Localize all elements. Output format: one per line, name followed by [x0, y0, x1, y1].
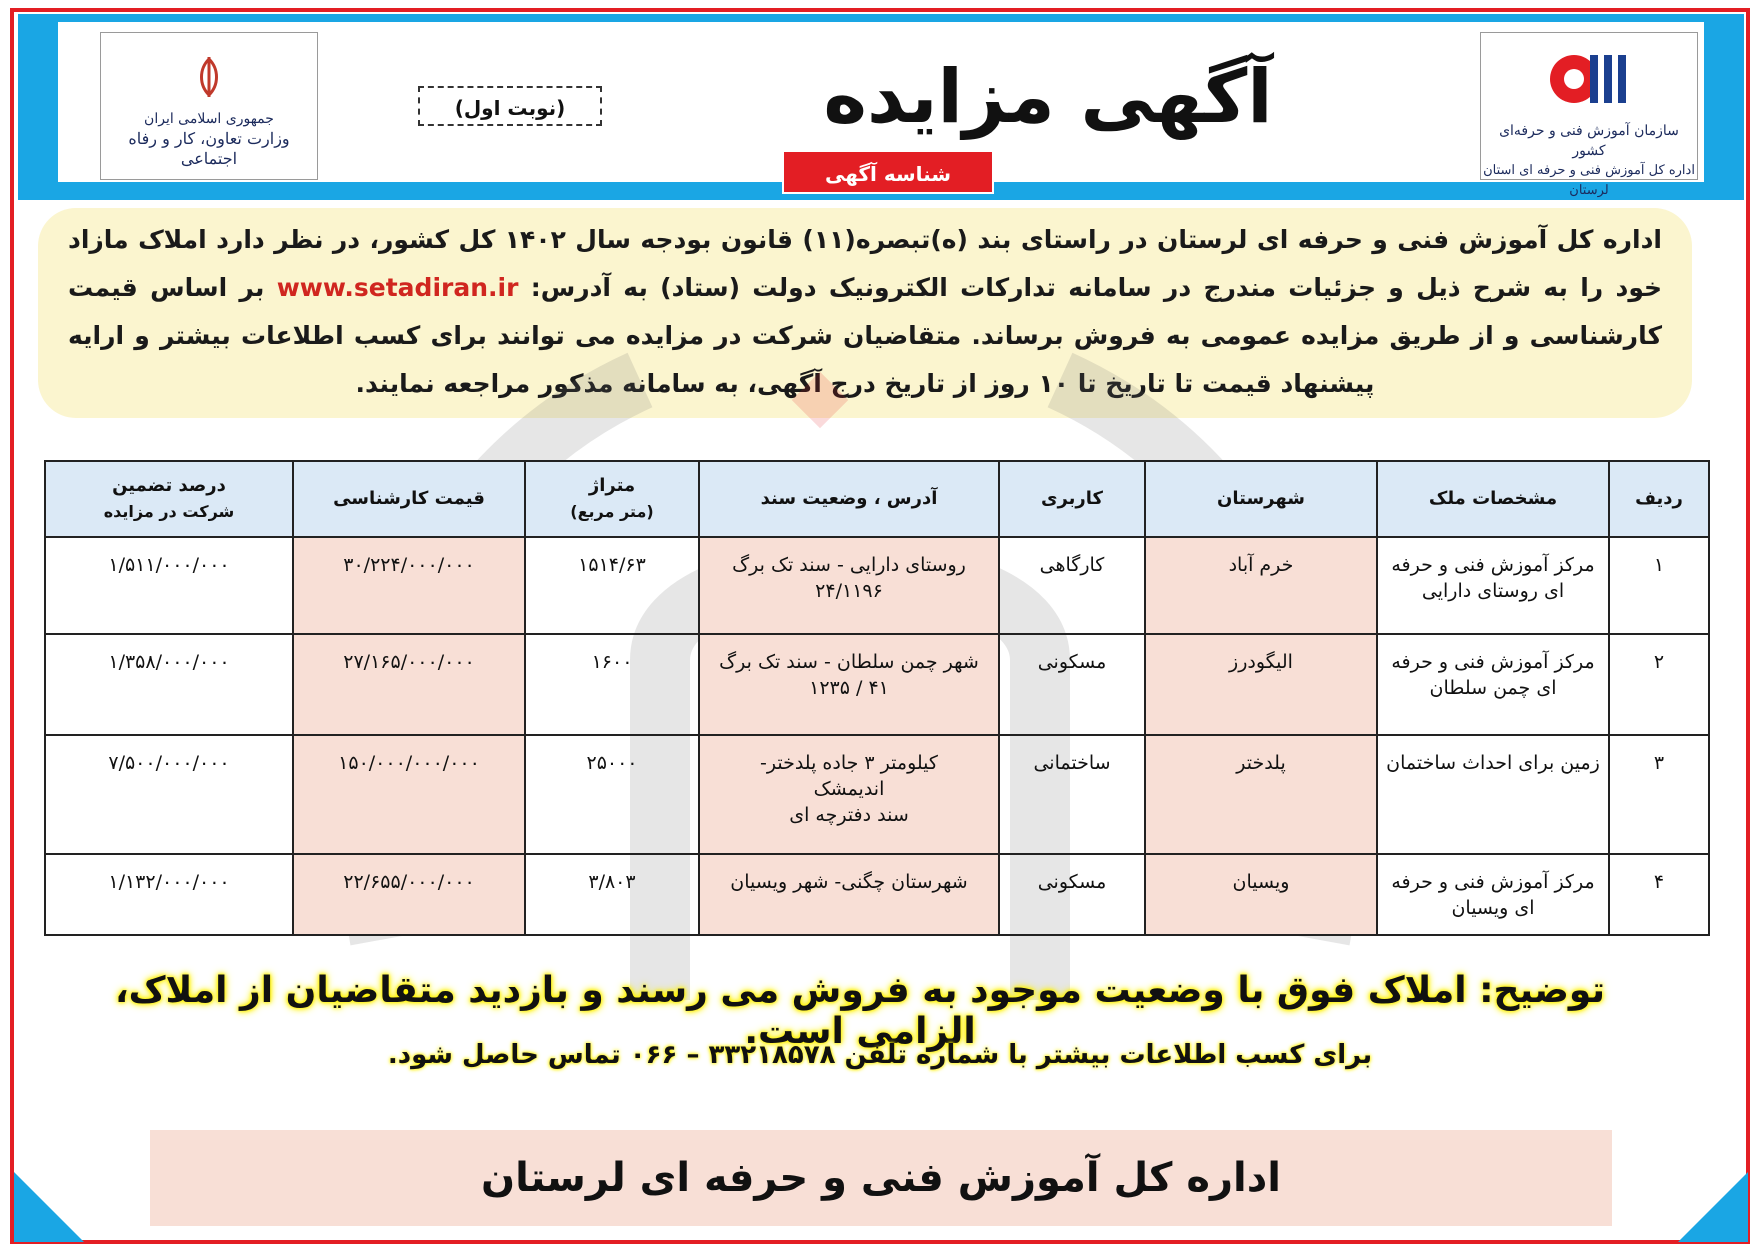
cell-property: مرکز آموزش فنی و حرفه ای ویسیان — [1377, 854, 1609, 935]
header-row-number: ردیف — [1609, 461, 1709, 537]
cell-deposit: ۷/۵۰۰/۰۰۰/۰۰۰ — [45, 735, 293, 854]
footer-org: اداره کل آموزش فنی و حرفه ای لرستان — [150, 1130, 1612, 1226]
header-area — [525, 461, 699, 537]
cell-area: ۱۶۰۰ — [525, 634, 699, 735]
cell-deposit: ۱/۵۱۱/۰۰۰/۰۰۰ — [45, 537, 293, 634]
cell-property: مرکز آموزش فنی و حرفه ای روستای دارایی — [1377, 537, 1609, 634]
header-property: مشخصات ملک — [1377, 461, 1609, 537]
header-area-unit: (متر مربع) — [570, 502, 654, 521]
cell-area: ۲۵۰۰۰ — [525, 735, 699, 854]
cell-address — [699, 634, 999, 735]
tvto-logo-line1: سازمان آموزش فنی و حرفه‌ای کشور — [1499, 123, 1679, 159]
cell-row-number: ۴ — [1609, 854, 1709, 935]
cell-usage: مسکونی — [999, 634, 1145, 735]
tvto-logo — [1480, 32, 1698, 198]
cell-price: ۳۰/۲۲۴/۰۰۰/۰۰۰ — [293, 537, 525, 634]
ministry-logo-line2: وزارت تعاون، کار و رفاه اجتماعی — [128, 129, 290, 168]
header-deposit — [45, 461, 293, 537]
cell-address-line1: شهرستان چگنی- شهر ویسیان — [730, 871, 968, 894]
corner-decoration — [14, 1172, 84, 1242]
tvto-emblem-icon — [1544, 45, 1634, 111]
cell-usage: مسکونی — [999, 854, 1145, 935]
cell-row-number: ۳ — [1609, 735, 1709, 854]
cell-city: پلدختر — [1145, 735, 1377, 854]
header-area-label: متراژ — [588, 475, 636, 496]
table-row — [45, 537, 1709, 634]
cell-address-line1: کیلومتر ۳ جاده پلدختر- — [760, 751, 938, 774]
cell-area: ۳/۸۰۳ — [525, 854, 699, 935]
table-row — [45, 735, 1709, 854]
setad-url-link[interactable]: www.setadiran.ir — [276, 273, 519, 302]
cell-city: الیگودرز — [1145, 634, 1377, 735]
cell-row-number: ۲ — [1609, 634, 1709, 735]
cell-property: مرکز آموزش فنی و حرفه ای چمن سلطان — [1377, 634, 1609, 735]
table-header-row — [45, 461, 1709, 537]
corner-decoration — [1678, 1172, 1748, 1242]
tvto-logo-line2: اداره کل آموزش فنی و حرفه ای استان لرستان — [1483, 163, 1695, 198]
header-price: قیمت کارشناسی — [293, 461, 525, 537]
cell-city: خرم آباد — [1145, 537, 1377, 634]
cell-address — [699, 537, 999, 634]
note-main: توضیح: املاک فوق با وضعیت موجود به فروش می رسند و بازدید متقاضیان از املاک، الزامی است. — [114, 970, 1606, 1052]
cell-address-line2: ۲۴/۱۱۹۶ — [815, 580, 883, 602]
contact-phone-note: برای کسب اطلاعات بیشتر با شماره تلفن ۳۳۲۱۸۵۷۸ – ۰۶۶ تماس حاصل شود. — [387, 1040, 1373, 1070]
table-row — [45, 634, 1709, 735]
header-city: شهرستان — [1145, 461, 1377, 537]
ministry-logo-line1: جمهوری اسلامی ایران — [144, 111, 274, 127]
iran-emblem-icon — [189, 55, 229, 99]
property-table — [44, 460, 1710, 936]
cell-address-line3: سند دفترچه ای — [789, 803, 909, 826]
cell-city: ویسیان — [1145, 854, 1377, 935]
cell-price: ۱۵۰/۰۰۰/۰۰۰/۰۰۰ — [293, 735, 525, 854]
header-deposit-label: درصد تضمین — [112, 475, 226, 496]
intro-text-part2: بر اساس قیمت کارشناسی و از طریق مزایده عمومی به فروش برساند. متقاضیان شرکت در مزایده می توانند برای کسب اطلاعات بیشتر و ارایه پیشنهاد قیمت تا تاریخ تا ۱۰ روز از تاریخ درج آگهی، به سامانه مذکور مراجعه نمایند. — [68, 273, 1662, 398]
header-usage: کاربری — [999, 461, 1145, 537]
cell-price: ۲۲/۶۵۵/۰۰۰/۰۰۰ — [293, 854, 525, 935]
cell-deposit: ۱/۱۳۲/۰۰۰/۰۰۰ — [45, 854, 293, 935]
cell-deposit: ۱/۳۵۸/۰۰۰/۰۰۰ — [45, 634, 293, 735]
header-address: آدرس ، وضعیت سند — [699, 461, 999, 537]
intro-text-part1: اداره کل آموزش فنی و حرفه ای لرستان در راستای بند (ه)تبصره(۱۱) قانون بودجه سال ۱۴۰۲ کل کشور، در نظر دارد املاک مازاد خود را به شرح ذیل و جزئیات مندرج در سامانه تدارکات الکترونیک دولت (ستاد) به آدرس: — [68, 225, 1663, 302]
page-title: آگهی مزایده — [823, 54, 1273, 140]
cell-address-line1: روستای دارایی - سند تک برگ — [732, 554, 966, 576]
cell-usage: کارگاهی — [999, 537, 1145, 634]
ministry-logo — [100, 32, 318, 180]
cell-usage: ساختمانی — [999, 735, 1145, 854]
cell-property: زمین برای احداث ساختمان — [1377, 735, 1609, 854]
cell-address-line2: اندیمشک — [813, 777, 885, 800]
cell-address — [699, 854, 999, 935]
cell-address-line2: ۴۱ / ۱۲۳۵ — [809, 676, 889, 699]
cell-row-number: ۱ — [1609, 537, 1709, 634]
cell-price: ۲۷/۱۶۵/۰۰۰/۰۰۰ — [293, 634, 525, 735]
ad-id-badge: شناسه آگهی — [782, 150, 994, 194]
cell-area: ۱۵۱۴/۶۳ — [525, 537, 699, 634]
cell-address-line1: شهر چمن سلطان - سند تک برگ — [719, 650, 979, 673]
table-row — [45, 854, 1709, 935]
header-deposit-sub: شرکت در مزایده — [103, 502, 235, 521]
turn-label: (نوبت اول) — [418, 86, 602, 126]
cell-address — [699, 735, 999, 854]
